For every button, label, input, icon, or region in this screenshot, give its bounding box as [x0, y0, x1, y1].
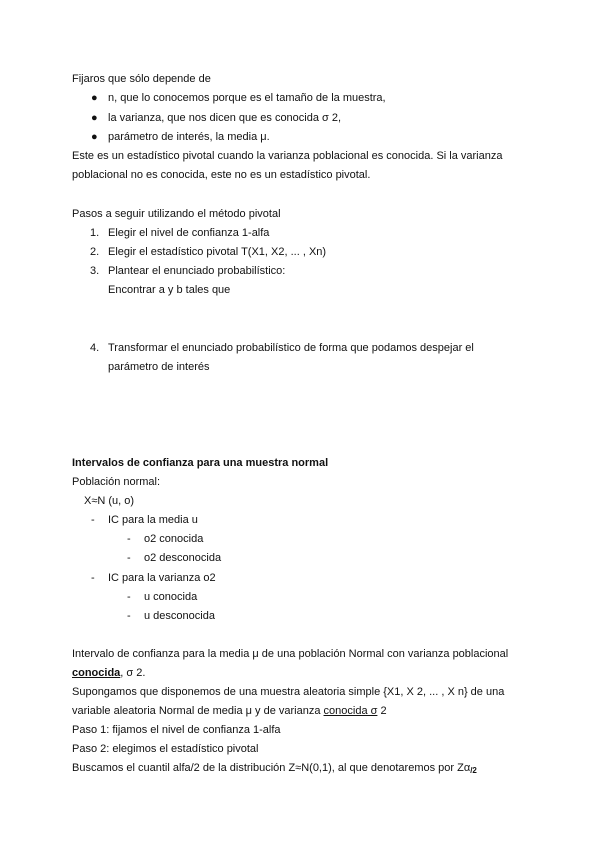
z-alpha-sub: /2	[470, 766, 477, 775]
step-number: 1.	[90, 227, 100, 239]
interval-line: Buscamos el cuantil alfa/2 de la distribución Z≈N(0,1), al que denotaremos por $Z\alpha_{/2}$	[72, 762, 477, 775]
poblacion-label: Población normal:	[72, 476, 161, 488]
interval-line: Supongamos que disponemos de una muestra aleatoria simple {X1, X 2, ... , X n} de una	[72, 686, 505, 698]
step-number: 2.	[90, 246, 100, 258]
intro-text: Fijaros que sólo depende de	[72, 73, 211, 85]
sub-item: o2 desconocida	[144, 552, 222, 564]
z-alpha-sup: α	[463, 762, 471, 774]
paragraph-line: poblacional no es conocida, este no es un estadístico pivotal.	[72, 169, 371, 181]
interval-line: variable aleatoria Normal de media μ y de varianza conocida σ 2	[72, 705, 387, 717]
step-number: 4.	[90, 342, 100, 354]
bullet-item: n, que lo conocemos porque es el tamaño de la muestra,	[108, 92, 386, 104]
interval-line: conocida, σ 2.	[72, 667, 146, 679]
section-heading: Intervalos de confianza para una muestra normal	[72, 457, 329, 469]
dash-marker: -	[127, 591, 131, 603]
sub-item: u desconocida	[144, 610, 215, 622]
conocida-underlined: conocida σ	[323, 705, 378, 717]
step-text: parámetro de interés	[108, 361, 210, 373]
step-text: Encontrar a y b tales que	[108, 284, 231, 296]
ic-media-item: IC para la media u	[108, 514, 198, 526]
ic-varianza-item: IC para la varianza o2	[108, 572, 216, 584]
dash-marker: -	[127, 610, 131, 622]
steps-title: Pasos a seguir utilizando el método pivotal	[72, 208, 281, 220]
paso-2: Paso 2: elegimos el estadístico pivotal	[72, 743, 259, 755]
paso-1: Paso 1: fijamos el nivel de confianza 1-alfa	[72, 724, 281, 736]
conocida-emphasis: conocida	[72, 667, 121, 679]
bullet-icon: ●	[91, 131, 98, 143]
distribution-text: X≈N (u, o)	[84, 495, 135, 507]
bullet-item: parámetro de interés, la media μ.	[108, 131, 270, 143]
step-number: 3.	[90, 265, 100, 277]
dash-marker: -	[127, 533, 131, 545]
interval-line: Intervalo de confianza para la media μ de una población Normal con varianza poblacional	[72, 648, 509, 660]
dash-marker: -	[127, 552, 131, 564]
step-text: Elegir el nivel de confianza 1-alfa	[108, 227, 270, 239]
sub-item: o2 conocida	[144, 533, 204, 545]
dash-marker: -	[91, 572, 95, 584]
bullet-icon: ●	[91, 112, 98, 124]
step-text: Plantear el enunciado probabilístico:	[108, 265, 286, 277]
step-text: Elegir el estadístico pivotal T(X1, X2, ... , Xn)	[108, 246, 327, 258]
bullet-item: la varianza, que nos dicen que es conocida σ 2,	[108, 112, 342, 124]
dash-marker: -	[91, 514, 95, 526]
paragraph-line: Este es un estadístico pivotal cuando la varianza poblacional es conocida. Si la varianza	[72, 150, 503, 162]
bullet-icon: ●	[91, 92, 98, 104]
step-text: Transformar el enunciado probabilístico de forma que podamos despejar el	[108, 342, 474, 354]
sub-item: u conocida	[144, 591, 198, 603]
